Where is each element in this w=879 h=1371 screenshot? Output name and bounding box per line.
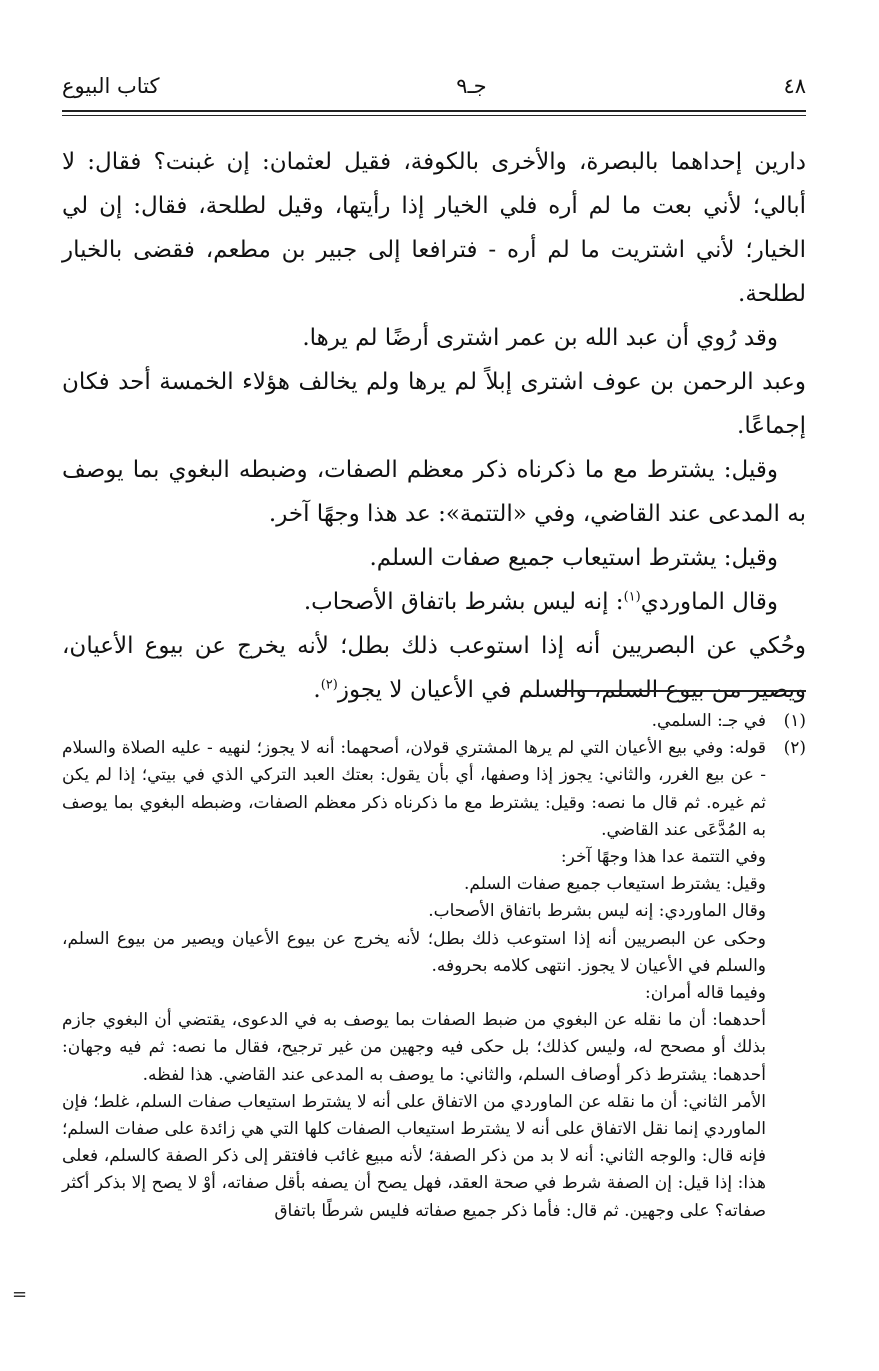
paragraph-text: وحُكي عن البصريين أنه إذا استوعب ذلك بطل؛ لأنه يخرج عن بيوع الأعيان، ويصير من بيوع السلم، والسلم في الأعيان لا يجوز — [62, 633, 806, 703]
footnote-text: الأمر الثاني: أن ما نقله عن الماوردي من الاتفاق على أنه لا يشترط استيعاب صفات السلم، غلط؛ فإن الماوردي إنما نقل الاتفاق على أنه لا يشترط استيعاب الصفات كلها التي هي زائدة على صفات السلم؛ فإنه قال: والوجه الثاني: أنه لا بد من ذكر الصفة؛ لأنه مبيع غائب فافتقر إلى ذكر الصفة كالسلم، فعلى هذا: إذا قيل: إن الصفة شرط في صحة العقد، فهل يصح أن يصفه بأقل صفاته، أوْ لا يصح إلا بذكر أكثر صفاته؟ على وجهين. ثم قال: فأما ذكر جميع صفاته فليس شرطًا باتفاق — [62, 1091, 766, 1221]
footnote-text: وحكى عن البصريين أنه إذا استوعب ذلك بطل؛ لأنه يخرج عن بيوع الأعيان ويصير من بيوع السلم، والسلم في الأعيان لا يجوز. انتهى كلامه بحروفه. — [62, 928, 766, 976]
paragraph: دارين إحداهما بالبصرة، والأخرى بالكوفة، فقيل لعثمان: إن غبنت؟ فقال: لا أبالي؛ لأني بعت ما لم أره فلي الخيار إذا رأيتها، وقيل لطلحة، فقال: إن لي الخيار؛ لأني اشتريت ما لم أره - فترافعا إلى جبير بن مطعم، فقضى بالخيار لطلحة. — [62, 149, 806, 307]
footnote-text: أحدهما: أن ما نقله عن البغوي من ضبط الصفات بما يوصف به في الدعوى، يقتضي أن البغوي جازم بذلك أو مصحح له، وليس كذلك؛ بل حكى فيه وجهين من غير ترجيح، فقال ما نصه: ثم فيه وجهان: أحدهما: يشترط ذكر أوصاف السلم، والثاني: ما يوصف به المدعى عند القاضي. هذا لفظه. — [62, 1010, 766, 1085]
paragraph: وقد رُوي أن عبد الله بن عمر اشترى أرضًا لم يرها. — [302, 325, 778, 351]
footnote-marker[interactable]: (١) — [623, 589, 641, 605]
paragraph-text: : إنه ليس بشرط باتفاق الأصحاب. — [303, 589, 624, 615]
paragraph — [62, 580, 806, 624]
footnotes — [62, 708, 806, 1225]
paragraph: وقيل: يشترط استيعاب جميع صفات السلم. — [369, 545, 778, 571]
footnote-marker[interactable]: (٢) — [320, 677, 338, 693]
footnote-text: في جـ: السلمي. — [651, 711, 766, 731]
paragraph: وقيل: يشترط مع ما ذكرناه ذكر معظم الصفات، وضبطه البغوي بما يوصف به المدعى عند القاضي، وفي «التتمة»: عد هذا وجهًا آخر. — [62, 457, 806, 527]
footnote-text: وفيما قاله أمران: — [644, 983, 766, 1004]
footnote-number: (١) — [783, 711, 806, 731]
paragraph-text: وقال الماوردي — [640, 589, 778, 615]
footnote — [62, 735, 806, 1225]
footnote-text: قوله: وفي بيع الأعيان التي لم يرها المشتري قولان، أصحهما: أنه لا يجوز؛ لنهيه - عليه الصلاة والسلام - عن بيع الغرر، والثاني: يجوز إذا وصفها، أي بأن يقول: بعتك العبد التركي الذي في بيتي؛ إذا لم يكن ثم غيره. ثم قال ما نصه: وقيل: يشترط مع ما ذكرناه ذكر معظم الصفات، وضبطه البغوي بما يوصف به المُدَّعَى عند القاضي. — [62, 738, 766, 840]
header-rule-thin — [62, 115, 806, 116]
page-number: ٤٨ — [783, 74, 806, 98]
volume-label: جـ٩ — [456, 74, 487, 98]
main-text — [62, 140, 806, 712]
footnote-separator — [556, 690, 806, 692]
book-title: كتاب البيوع — [62, 74, 160, 98]
margin-mark: = — [12, 1284, 28, 1305]
paragraph — [62, 624, 806, 712]
footnote-number: (٢) — [783, 738, 806, 759]
footnote — [62, 708, 806, 735]
paragraph: وعبد الرحمن بن عوف اشترى إبلاً لم يرها ولم يخالف هؤلاء الخمسة أحد فكان إجماعًا. — [62, 369, 807, 439]
header-rule — [62, 110, 806, 112]
paragraph-text: . — [313, 677, 321, 703]
footnote-text: وقيل: يشترط استيعاب جميع صفات السلم. — [464, 874, 766, 895]
footnote-text: وفي التتمة عدا هذا وجهًا آخر: — [560, 847, 766, 868]
footnote-text: وقال الماوردي: إنه ليس بشرط باتفاق الأصحاب. — [428, 901, 766, 922]
page-header — [62, 66, 806, 106]
